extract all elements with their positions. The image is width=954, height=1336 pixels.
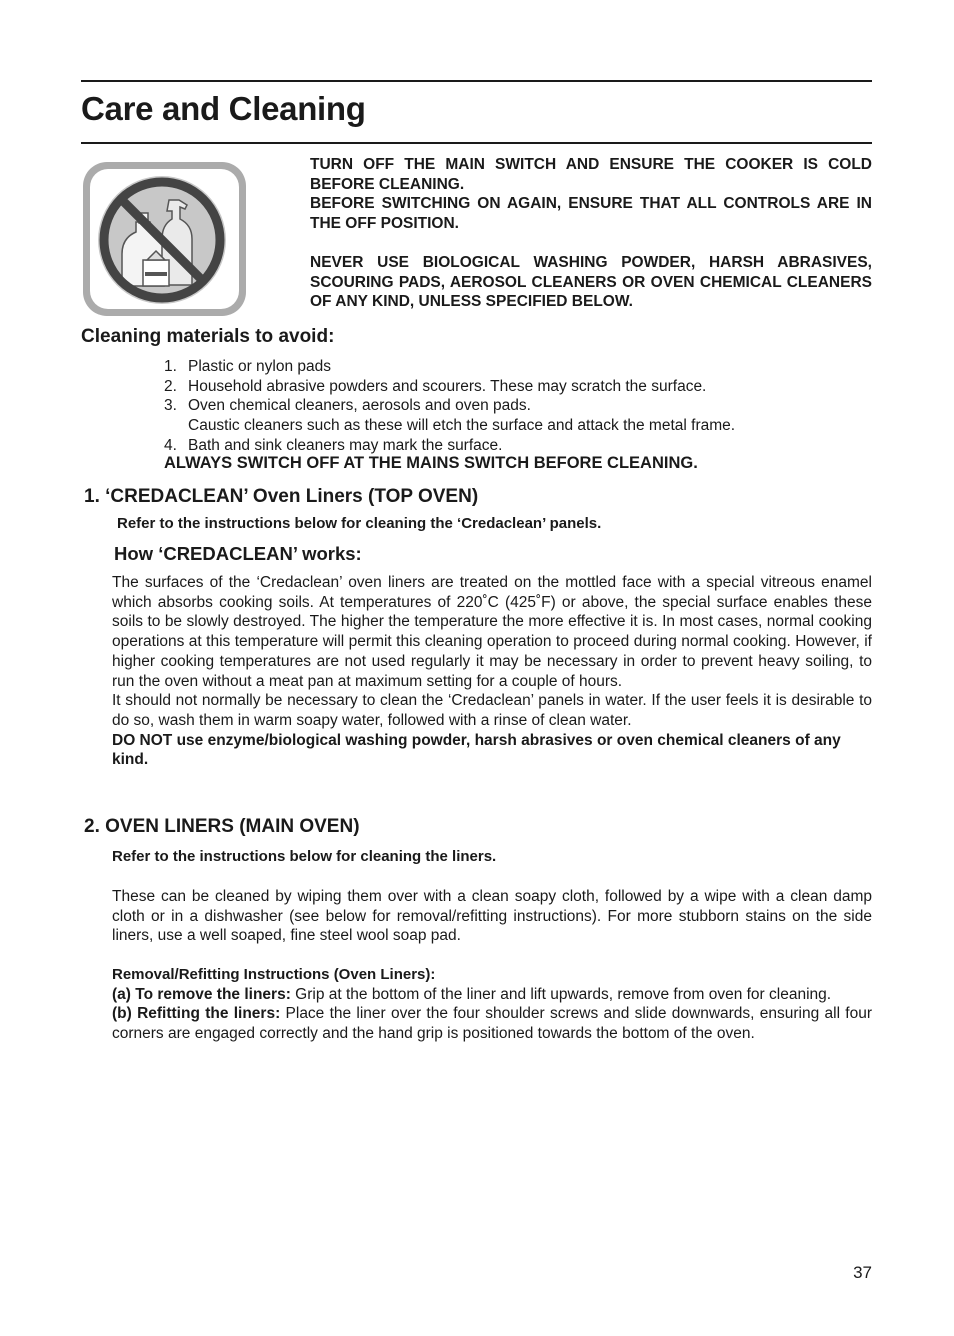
section1-heading: 1. ‘CREDACLEAN’ Oven Liners (TOP OVEN)	[84, 486, 479, 507]
title-rule	[81, 142, 872, 144]
section2-body: These can be cleaned by wiping them over with a clean soapy cloth, followed by a wipe with a clean damp cloth or in a dishwasher (see below for removal/refitting instructions). For more stubborn stains on the side liners, use a well soaped, fine steel wool soap pad.	[112, 888, 872, 945]
list-item: 2. Household abrasive powders and scourers. These may scratch the surface.	[164, 377, 707, 395]
section1-para1: The surfaces of the ‘Credaclean’ oven liners are treated on the mottled face with a special vitreous enamel which absorbs cooking soils. At temperatures of 220˚C (425˚F) or above, the special surface enables these soils to be slowly destroyed. The higher the temperature the more effective it is. In most cases, normal cooking operations at this temperature will permit this cleaning operation to proceed during normal cooking. However, if higher cooking temperatures are not used regularly it may be necessary in order to prevent heavy soiling, to run the oven without a meat pan at maximum setting for a couple of hours.	[112, 574, 872, 690]
section2-heading: 2. OVEN LINERS (MAIN OVEN)	[84, 816, 360, 837]
top-rule	[81, 80, 872, 82]
section1-warning: DO NOT use enzyme/biological washing powder, harsh abrasives or oven chemical cleaners of any kind.	[112, 731, 841, 769]
refit-instruction: (b) Refitting the liners: Place the liner over the four shoulder screws and slide downwards, ensuring all four corners are engaged correctly and the hand grip is positioned towards the bottom of the oven.	[112, 1005, 872, 1043]
mains-switch-warning: ALWAYS SWITCH OFF AT THE MAINS SWITCH BEFORE CLEANING.	[164, 454, 698, 472]
section2-refer: Refer to the instructions below for cleaning the liners.	[112, 848, 497, 865]
avoid-heading: Cleaning materials to avoid:	[81, 326, 335, 347]
removal-instructions	[112, 965, 872, 1044]
removal-title: Removal/Refitting Instructions (Oven Liners):	[112, 966, 436, 983]
list-item: 1. Plastic or nylon pads	[164, 358, 332, 375]
section1-refer: Refer to the instructions below for cleaning the ‘Credaclean’ panels.	[117, 515, 602, 532]
page-number: 37	[853, 1263, 872, 1282]
avoid-list	[164, 357, 864, 456]
no-chemical-cleaners-icon	[81, 160, 248, 318]
no-harsh-cleaners-warning: NEVER USE BIOLOGICAL WASHING POWDER, HARSH ABRASIVES, SCOURING PADS, AEROSOL CLEANERS OR OVEN CHEMICAL CLEANERS OF ANY KIND, UNLESS SPECIFIED BELOW.	[310, 254, 872, 311]
controls-off-warning: BEFORE SWITCHING ON AGAIN, ENSURE THAT ALL CONTROLS ARE IN THE OFF POSITION.	[310, 195, 872, 232]
how-it-works-heading: How ‘CREDACLEAN’ works:	[114, 543, 362, 564]
remove-instruction: (a) To remove the liners: Grip at the bottom of the liner and lift upwards, remove from oven for cleaning.	[112, 985, 832, 1003]
list-item: 3. Oven chemical cleaners, aerosols and oven pads. Caustic cleaners such as these will etch the surface and attack the metal frame.	[164, 397, 736, 435]
section1-body	[112, 573, 872, 770]
switch-off-warning: TURN OFF THE MAIN SWITCH AND ENSURE THE COOKER IS COLD BEFORE CLEANING.	[310, 156, 872, 193]
page-title: Care and Cleaning	[81, 90, 366, 127]
section1-para2: It should not normally be necessary to clean the ‘Credaclean’ panels in water. If the user feels it is desirable to do so, wash them in warm soapy water, followed with a rinse of clean water.	[112, 692, 872, 729]
list-item: 4. Bath and sink cleaners may mark the surface.	[164, 436, 503, 454]
